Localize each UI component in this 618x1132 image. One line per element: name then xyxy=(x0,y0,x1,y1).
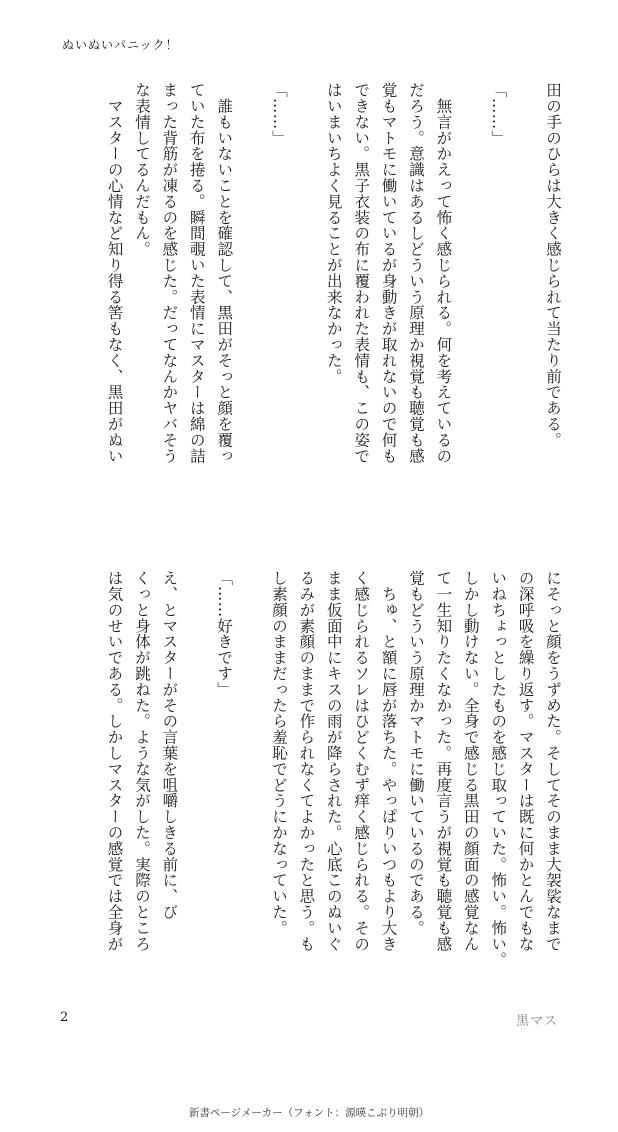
text-line: くっと身体が跳ねた。ような気がした。実際のところ xyxy=(132,570,151,952)
text-column-top xyxy=(56,82,566,522)
text-line: にそっと顔をうずめた。そしてそのまま大袈裟なまで xyxy=(544,570,562,952)
text-line: 「……」 xyxy=(269,82,288,146)
text-line: え、とマスターがその言葉を咀嚼しきる前に、び xyxy=(160,570,179,920)
text-line: はいまいちよく見ることが出来なかった。 xyxy=(324,82,343,385)
text-line: 覚もどういう原理かマトモに働いているのである。 xyxy=(406,570,425,936)
blank-line xyxy=(237,570,264,990)
text-line: ちゅ、と額に唇が落ちた。やっぱりいつもより大き xyxy=(379,570,398,952)
text-line: し素顔のままだったら羞恥でどうにかなっていた。 xyxy=(269,570,288,936)
blank-line xyxy=(182,570,209,990)
text-line: るみが素顔のままで作られなくてよかったと思う。も xyxy=(297,570,316,952)
credit-line: 新書ページメーカー（フォント：源暎こぶり明朝） xyxy=(188,1107,430,1119)
text-line: 「……好きです」 xyxy=(215,570,234,698)
text-line: て一生知りたくなかった。再度言うが視覚も聴覚も感 xyxy=(434,570,453,952)
text-line: マスターの心情など知り得る筈もなく、黒田がぬい xyxy=(105,82,124,464)
text-line: だろう。意識はあるしどういう原理か視覚も聴覚も感 xyxy=(407,82,425,464)
text-line: の深呼吸を繰り返す。マスターは既に何かとんでもな xyxy=(516,570,535,952)
text-line: は気のせいである。しかしマスターの感覚では全身が xyxy=(105,570,124,952)
blank-line xyxy=(456,82,483,522)
text-line: できない。黒子衣装の布に覆われた表情も、この姿で xyxy=(352,82,371,464)
running-title: 黒マス xyxy=(515,1014,558,1029)
text-line: く感じられるソレはひどくむず痒く感じられる。その xyxy=(352,570,371,952)
text-column-bottom xyxy=(56,570,566,990)
text-line: 覚もマトモに働いているが身動きが取れないので何も xyxy=(379,82,398,464)
page-number: 2 xyxy=(60,1010,69,1025)
blank-line xyxy=(511,82,538,522)
text-line: まった背筋が凍るのを感じた。だってなんかヤバそう xyxy=(160,82,179,464)
text-line: 「……」 xyxy=(489,82,508,146)
text-line: まま仮面中にキスの雨が降らされた。心底このぬいぐ xyxy=(324,570,343,952)
text-line: 無言がかえって怖く感じられる。何を考えているの xyxy=(434,82,453,464)
text-line: いねちょっとしたものを感じ取っていた。怖い。怖い。 xyxy=(489,570,508,968)
text-line: ていた布を捲る。瞬間覗いた表情にマスターは綿の詰 xyxy=(187,82,206,464)
blank-line xyxy=(292,82,319,522)
text-line: しかし動けない。全身で感じる黒田の顔面の感覚なん xyxy=(461,570,480,952)
text-line: な表情してるんだもん。 xyxy=(132,82,151,257)
blank-line xyxy=(237,82,264,522)
text-line: 誰もいないことを確認して、黒田がそっと顔を覆っ xyxy=(215,82,234,464)
text-line: 田の手のひらは大きく感じられて当たり前である。 xyxy=(544,82,562,448)
page-header-title: ぬいぬいパニック！ xyxy=(62,38,179,52)
